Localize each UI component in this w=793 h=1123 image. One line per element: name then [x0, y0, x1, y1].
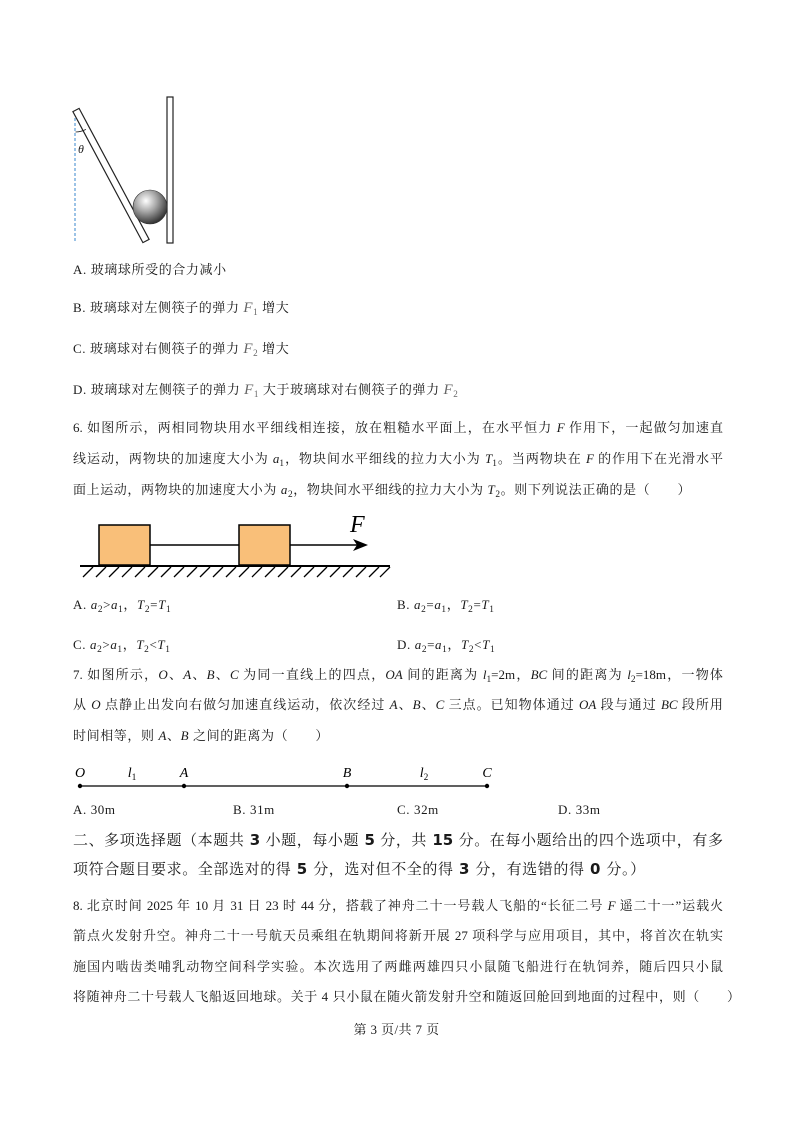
subscript: 1: [118, 604, 124, 615]
formula-symbol: F: [243, 341, 254, 357]
q8-stem-line-2: [73, 926, 723, 946]
text-run: B.: [397, 597, 414, 612]
text-run: 从: [73, 697, 92, 712]
math-symbol: l: [627, 667, 631, 682]
point-b-dot: [345, 784, 349, 788]
q7-stem-line-2: [73, 695, 723, 715]
formula-subscript: 1: [253, 307, 259, 318]
math-symbol: BC: [530, 667, 548, 682]
formula-subscript: 1: [253, 389, 260, 400]
text-run: ，: [446, 597, 461, 612]
q6-stem-line-3: [73, 480, 691, 502]
subscript: 2: [630, 674, 636, 685]
math-symbol: O: [158, 667, 168, 682]
subscript: 1: [442, 644, 448, 655]
bold-number: 3: [458, 860, 471, 878]
math-symbol: B: [412, 697, 421, 712]
text-run: 分，共: [374, 831, 433, 849]
math-symbol: B: [180, 728, 190, 743]
text-run: C.: [73, 637, 90, 652]
subscript: 2: [495, 489, 501, 500]
subscript: 1: [279, 458, 285, 469]
subscript: 1: [489, 644, 496, 655]
text-run: =18m，一物体: [635, 667, 723, 682]
text-run: 将随神舟二十号载人飞船返回地球。关于 4 只小鼠在随火箭发射升空和随返回舱回到地面的过程中，则（ ）: [73, 989, 741, 1004]
math-symbol: a: [90, 597, 98, 612]
text-run: 段与通过: [596, 697, 661, 712]
q6-option-a: [73, 595, 171, 617]
text-run: 分。在每小题给出的四个选项中，有多: [453, 831, 723, 849]
math-symbol: T: [482, 637, 490, 652]
math-symbol: F: [607, 898, 616, 913]
math-symbol: C: [435, 697, 445, 712]
math-symbol: T: [461, 637, 469, 652]
formula-symbol: F: [243, 300, 254, 316]
text-run: 项符合题目要求。全部选对的得: [73, 860, 297, 878]
q5-option-b: [73, 298, 289, 319]
section-header-line-2: [73, 858, 646, 880]
q7-option-b: B. 31m: [233, 802, 275, 817]
subscript: 1: [489, 604, 495, 615]
subscript: 1: [492, 458, 497, 469]
segment-subscript: 1: [131, 772, 137, 782]
q7-option-c: C. 32m: [397, 802, 439, 817]
text-run: 线运动，两物块的加速度大小为: [73, 451, 273, 466]
subscript: 2: [421, 644, 428, 655]
text-run: 。则下列说法正确的是（ ）: [500, 482, 692, 497]
text-run: A. 玻璃球所受的合力减小: [73, 262, 227, 277]
q6-stem-line-2: [73, 449, 723, 471]
math-symbol: a: [413, 597, 422, 612]
text-run: 点静止出发向右做匀加速直线运动，依次经过: [100, 697, 390, 712]
math-symbol: O: [91, 697, 101, 712]
q5-option-a: [73, 260, 227, 280]
subscript: 1: [486, 674, 492, 685]
points-line-figure: [70, 758, 500, 796]
text-run: 7. 如图所示，: [73, 667, 159, 682]
text-run: D. 玻璃球对左侧筷子的弹力: [73, 382, 245, 397]
subscript: 1: [441, 604, 447, 615]
point-label-c: C: [482, 766, 492, 781]
math-symbol: T: [137, 597, 145, 612]
math-symbol: T: [481, 597, 490, 612]
q6-option-c: [73, 635, 171, 657]
text-run: 时间相等，则: [73, 728, 159, 743]
math-symbol: T: [158, 597, 166, 612]
math-symbol: a: [110, 637, 118, 652]
text-run: 增大: [258, 300, 290, 315]
subscript: 2: [468, 644, 475, 655]
text-run: 段所用: [677, 697, 723, 712]
text-run: 、: [420, 697, 436, 712]
point-label-o: O: [74, 766, 86, 781]
math-symbol: C: [230, 667, 239, 682]
text-run: 之间的距离为（ ）: [189, 728, 330, 743]
point-o-dot: [78, 784, 82, 788]
point-label-b: B: [342, 766, 352, 781]
math-symbol: F: [585, 451, 594, 466]
text-run: 增大: [258, 341, 290, 356]
text-run: ，物块间水平细线的拉力大小为: [284, 451, 485, 466]
text-run: =: [427, 637, 436, 652]
text-run: ，: [122, 637, 137, 652]
math-symbol: a: [435, 637, 443, 652]
math-symbol: OA: [385, 667, 403, 682]
text-run: 遥二十一”运载火: [615, 898, 723, 913]
glass-ball: [133, 190, 167, 224]
ground-hatching: [83, 567, 390, 577]
text-run: 箭点火发射升空。神舟二十一号航天员乘组在轨期间将新开展 27 项科学与应用项目，其中，将首次在轨实: [73, 928, 723, 943]
text-run: 大于玻璃球对右侧筷子的弹力: [259, 382, 444, 397]
text-run: 、: [397, 697, 413, 712]
text-run: 作用下，一起做匀加速直: [564, 420, 723, 435]
q6-option-d: [397, 635, 495, 657]
q7-stem-line-1: [73, 665, 723, 687]
text-run: <: [474, 637, 483, 652]
text-run: D.: [397, 637, 415, 652]
text-run: =: [426, 597, 435, 612]
subscript: 2: [468, 604, 474, 615]
math-symbol: T: [136, 637, 145, 652]
bold-number: 3: [249, 831, 261, 849]
math-symbol: B: [206, 667, 215, 682]
text-run: ，: [123, 597, 138, 612]
section-header-line-1: [73, 829, 723, 851]
bold-number: 5: [364, 831, 375, 849]
text-run: 施国内啮齿类哺乳动物空间科学实验。本次选用了两雌两雄四只小鼠随飞船进行在轨饲养，随后四只小鼠: [73, 959, 723, 974]
point-label-a: A: [179, 766, 189, 781]
text-run: 间的距离为: [547, 667, 628, 682]
text-run: =: [473, 597, 482, 612]
page-number-footer: 第 3 页/共 7 页: [353, 1022, 440, 1037]
block-right: [239, 525, 290, 565]
text-run: 8. 北京时间 2025 年 10 月 31 日 23 时 44 分，搭载了神舟二十一号载人飞船的“长征二号: [73, 898, 608, 913]
subscript: 2: [144, 644, 150, 655]
q7-option-a: A. 30m: [73, 802, 116, 817]
math-symbol: l: [482, 667, 487, 682]
text-run: B. 玻璃球对左侧筷子的弹力: [73, 300, 244, 315]
math-symbol: a: [111, 597, 119, 612]
subscript: 2: [144, 604, 151, 615]
text-run: 三点。已知物体通过: [444, 697, 580, 712]
subscript: 2: [421, 604, 427, 615]
segment-label-l2: [420, 766, 428, 782]
segment-letter: l: [127, 766, 132, 781]
q7-stem-line-3: [73, 726, 329, 746]
text-run: 分，选对但不全的得: [307, 860, 459, 878]
subscript: 2: [97, 644, 103, 655]
force-label: F: [350, 512, 365, 538]
math-symbol: a: [434, 597, 442, 612]
segment-letter: l: [419, 766, 424, 781]
q6-option-b: [397, 595, 495, 617]
math-symbol: a: [414, 637, 422, 652]
block-left: [99, 525, 150, 565]
point-a-dot: [182, 784, 186, 788]
math-symbol: T: [484, 451, 493, 466]
text-run: 的作用下在光滑水平: [593, 451, 723, 466]
text-run: 二、多项选择题（本题共: [73, 831, 250, 849]
chopsticks-ball-figure: [60, 90, 190, 250]
text-run: 间的距离为: [402, 667, 483, 682]
math-symbol: OA: [579, 697, 597, 712]
subscript: 1: [165, 604, 172, 615]
q5-option-c: [73, 339, 289, 360]
math-symbol: a: [272, 451, 280, 466]
math-symbol: F: [556, 420, 565, 435]
text-run: ，: [447, 637, 462, 652]
math-symbol: BC: [660, 697, 678, 712]
math-symbol: a: [280, 482, 288, 497]
angle-label: θ: [78, 142, 84, 156]
text-run: 、: [167, 667, 184, 682]
text-run: A.: [73, 597, 91, 612]
left-chopstick: [73, 108, 149, 242]
math-symbol: T: [460, 597, 469, 612]
subscript: 1: [165, 644, 171, 655]
bold-number: 15: [432, 831, 454, 849]
text-run: 小题，每小题: [260, 831, 365, 849]
text-run: 为同一直线上的四点，: [238, 667, 386, 682]
segment-label-l1: [128, 766, 136, 782]
text-run: >: [102, 637, 111, 652]
formula-symbol: F: [244, 382, 254, 398]
math-symbol: A: [389, 697, 398, 712]
math-symbol: A: [183, 667, 192, 682]
formula-symbol: F: [443, 382, 454, 398]
text-run: 分，有选错的得: [470, 860, 590, 878]
q6-stem-line-1: [73, 418, 723, 438]
math-symbol: T: [487, 482, 496, 497]
subscript: 2: [287, 489, 294, 500]
q8-stem-line-4: [73, 987, 741, 1007]
formula-subscript: 2: [453, 389, 459, 400]
text-run: 6. 如图所示，两相同物块用水平细线相连接，放在粗糙水平面上，在水平恒力: [73, 420, 557, 435]
text-run: 。当两物块在: [496, 451, 586, 466]
text-run: 、: [191, 667, 207, 682]
text-run: 分。）: [601, 860, 646, 878]
q7-option-d: D. 33m: [558, 802, 601, 817]
math-symbol: A: [158, 728, 167, 743]
q8-stem-line-3: [73, 957, 723, 977]
text-run: 、: [214, 667, 231, 682]
text-run: ，物块间水平细线的拉力大小为: [293, 482, 488, 497]
math-symbol: T: [157, 637, 166, 652]
text-run: 、: [167, 728, 181, 743]
math-symbol: a: [89, 637, 98, 652]
segment-subscript: 2: [423, 772, 429, 782]
text-run: =2m，: [491, 667, 531, 682]
subscript: 1: [117, 644, 123, 655]
bold-number: 5: [296, 860, 308, 878]
text-run: =: [150, 597, 159, 612]
blocks-force-figure: [75, 505, 395, 585]
bold-number: 0: [589, 860, 601, 878]
q5-option-d: [73, 380, 458, 401]
formula-subscript: 2: [253, 348, 259, 359]
text-run: <: [149, 637, 158, 652]
point-c-dot: [485, 784, 489, 788]
text-run: >: [103, 597, 112, 612]
text-run: 面上运动，两物块的加速度大小为: [73, 482, 281, 497]
q8-stem-line-1: [73, 896, 723, 916]
subscript: 2: [97, 604, 104, 615]
right-chopstick: [167, 97, 173, 243]
text-run: C. 玻璃球对右侧筷子的弹力: [73, 341, 244, 356]
